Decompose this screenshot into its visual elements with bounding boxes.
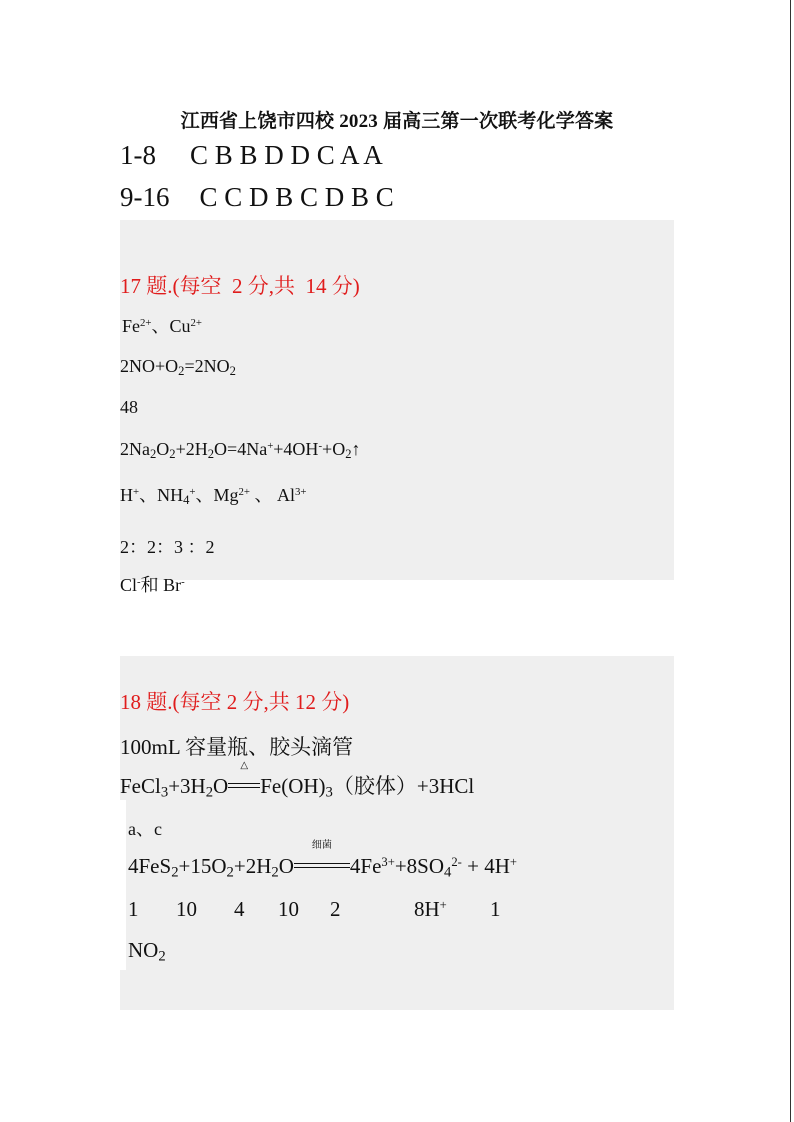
q17-answer-block (120, 220, 674, 595)
q17-ratio: 2：2：3 ：2 (120, 537, 215, 557)
q18-apparatus: 100mL 容量瓶、胶头滴管 (120, 735, 354, 759)
q18-heading: 18 题.(每空 2 分,共 12 分) (120, 690, 350, 714)
mc-range: 1-8 (120, 140, 156, 170)
q18-block-notch (120, 800, 126, 970)
q17-halide-ions: Cl-和 Br- (120, 575, 185, 595)
q17-number: 48 (120, 397, 138, 417)
q17-equation-na2o2: $2Na_2O_2+2H_2O=4Na^++4OH^-+O_2↑$ (120, 439, 361, 462)
q18-equation-bacteria: $4FeS_2+15O_2+2H_2O$ 细菌 $4Fe^{3+}+8SO_4^{2-} + 4H^+$ (128, 840, 517, 881)
page-edge-line (790, 0, 791, 1122)
q17-equation-no: $2NO+O_2=2NO_2$ (120, 356, 236, 379)
q18-coefficients: 1 10 4 10 2 8H+ 1 (128, 897, 501, 921)
page-title: 江西省上饶市四校 2023 届高三第一次联考化学答案 (180, 111, 614, 132)
q17-ions-line: $Fe^{2+}$、$Cu^{2+}$ (122, 316, 203, 336)
q17-heading: 17 题.(每空 2 分,共 14 分) (120, 274, 360, 298)
q18-gas: $NO_2$ (128, 938, 166, 965)
q18-choice: a、c (128, 819, 162, 839)
q18-equation-hydrolysis: $FeCl_3+3H_2O$ △ $Fe(OH)_3$（胶体）+3HCl (120, 760, 475, 801)
heat-condition: △ (228, 774, 260, 799)
bacteria-condition: 细菌 (294, 854, 350, 879)
mc-answer-list: C B B D D C A A (190, 140, 383, 170)
mc-answers-9-16 (120, 182, 394, 213)
mc-answer-list: C C D B C D B C (199, 182, 394, 212)
mc-answers-1-8 (120, 140, 383, 171)
q17-cations-line: H+、$NH_4^+$、$Mg^{2+}$ 、 $Al^{3+}$ (120, 485, 307, 508)
mc-range: 9-16 (120, 182, 170, 212)
